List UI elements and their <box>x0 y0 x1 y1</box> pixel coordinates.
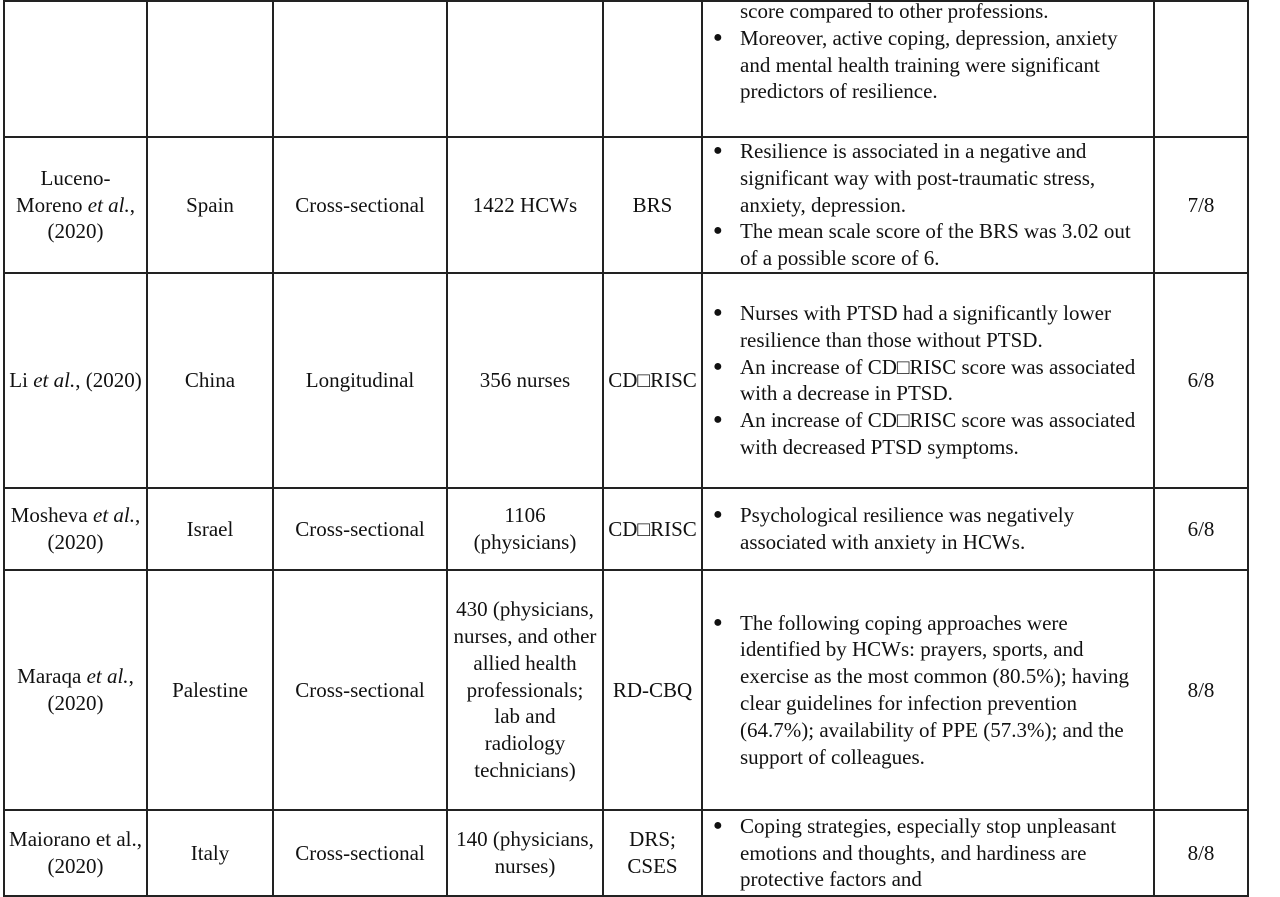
scale-cell-text: BRS <box>632 192 673 217</box>
sample-cell-text: 1422 HCWs <box>472 192 578 217</box>
author-cell <box>4 488 147 570</box>
design-cell-text: Cross-sectional <box>295 516 425 541</box>
design-cell-text: Cross-sectional <box>295 192 425 217</box>
quality-score-cell <box>1154 810 1248 896</box>
author-et-al: et al. <box>93 503 135 528</box>
quality-score-cell <box>1154 273 1248 488</box>
author-citation <box>5 502 146 556</box>
author-et-al: et al. <box>33 368 76 393</box>
sample-cell <box>447 1 603 137</box>
scale-cell-text: DRS; CSES <box>627 827 678 878</box>
studies-table <box>3 0 1249 897</box>
design-cell <box>273 488 447 570</box>
finding-item <box>703 354 1153 408</box>
design-cell <box>273 810 447 896</box>
finding-item <box>703 25 1153 105</box>
country-cell <box>147 810 273 896</box>
quality-score-cell <box>1154 488 1248 570</box>
author-citation <box>5 367 146 394</box>
author-name: Luceno-Moreno <box>16 165 111 217</box>
findings-list <box>703 502 1153 556</box>
author-et-al: et al. <box>87 192 130 217</box>
finding-item <box>703 610 1153 771</box>
quality-score-cell-text: 6/8 <box>1187 516 1215 541</box>
scale-cell <box>603 570 702 810</box>
finding-item <box>703 138 1153 218</box>
table-body <box>4 1 1248 896</box>
country-cell-text: Israel <box>186 516 234 541</box>
author-citation <box>5 165 146 245</box>
bullet-icon: ● <box>713 357 723 375</box>
findings-list <box>703 300 1153 461</box>
bullet-icon: ● <box>713 411 723 429</box>
finding-text: Psychological resilience was negatively associated with anxiety in HCWs. <box>740 503 1075 554</box>
sample-cell-text: 430 (physicians, nurses, and other allied health professionals; lab and radiology technicians) <box>453 597 597 782</box>
scale-cell <box>603 810 702 896</box>
finding-item <box>703 407 1153 461</box>
country-cell <box>147 488 273 570</box>
author-cell <box>4 810 147 896</box>
scale-cell <box>603 1 702 137</box>
table-row <box>4 488 1248 570</box>
sample-cell <box>447 570 603 810</box>
finding-text: Nurses with PTSD had a significantly lower resilience than those without PTSD. <box>740 301 1111 352</box>
design-cell-text: Cross-sectional <box>295 677 425 702</box>
quality-score-cell <box>1154 570 1248 810</box>
quality-score-cell-text: 7/8 <box>1187 192 1215 217</box>
sample-cell <box>447 810 603 896</box>
country-cell <box>147 1 273 137</box>
author-year: , (2020) <box>47 664 134 715</box>
author-name: Maiorano et al., (2020) <box>9 827 142 878</box>
bullet-icon: ● <box>713 142 723 159</box>
bullet-icon: ● <box>713 816 723 834</box>
scale-cell-text: RD-CBQ <box>612 677 693 702</box>
quality-score-cell <box>1154 137 1248 273</box>
finding-text: Coping strategies, especially stop unpleasant emotions and thoughts, and hardiness are protective factors and <box>740 813 1117 892</box>
sample-cell <box>447 488 603 570</box>
sample-cell-text: 356 nurses <box>479 368 571 393</box>
bullet-icon: ● <box>713 222 723 240</box>
findings-cell <box>702 137 1154 273</box>
country-cell-text: Italy <box>190 840 230 865</box>
author-name: Li <box>9 368 28 393</box>
author-year: , (2020) <box>47 503 141 554</box>
quality-score-cell-text: 8/8 <box>1187 840 1215 865</box>
country-cell-text: Spain <box>186 192 234 217</box>
country-cell-text: Palestine <box>172 677 248 702</box>
finding-text: An increase of CD□RISC score was associated with a decrease in PTSD. <box>740 354 1136 406</box>
author-et-al: et al. <box>86 664 129 689</box>
findings-cell <box>702 273 1154 488</box>
findings-cell <box>702 1 1154 137</box>
design-cell-text: Cross-sectional <box>295 840 425 865</box>
country-cell-text: China <box>184 368 236 393</box>
finding-item <box>703 813 1153 893</box>
table-row <box>4 810 1248 896</box>
design-cell-text: Longitudinal <box>305 368 415 393</box>
finding-item <box>703 300 1153 354</box>
bullet-icon: ● <box>713 28 723 46</box>
author-citation <box>5 663 146 717</box>
sample-cell <box>447 137 603 273</box>
author-year: , (2020) <box>47 192 135 244</box>
findings-list <box>703 0 1153 105</box>
scale-cell <box>603 137 702 273</box>
findings-list <box>703 610 1153 771</box>
scale-cell-text: CD□RISC <box>608 516 697 541</box>
finding-text: Moreover, active coping, depression, anxiety and mental health training were significant predictors of resilience. <box>740 25 1118 104</box>
country-cell <box>147 273 273 488</box>
country-cell <box>147 137 273 273</box>
bullet-icon: ● <box>713 613 723 631</box>
finding-item <box>703 0 1153 25</box>
table-row <box>4 137 1248 273</box>
author-name: Mosheva <box>10 503 88 528</box>
design-cell <box>273 1 447 137</box>
quality-score-cell-text: 6/8 <box>1187 368 1215 393</box>
finding-item <box>703 218 1153 272</box>
table-row <box>4 273 1248 488</box>
findings-list <box>703 138 1153 272</box>
finding-text: Resilience is associated in a negative and significant way with post-traumatic stress, anxiety, depression. <box>740 139 1096 217</box>
author-cell <box>4 570 147 810</box>
findings-cell <box>702 810 1154 896</box>
country-cell <box>147 570 273 810</box>
author-cell <box>4 1 147 137</box>
sample-cell-text: 140 (physicians, nurses) <box>456 827 594 878</box>
table-row <box>4 1 1248 137</box>
finding-text: An increase of CD□RISC score was associated with decreased PTSD symptoms. <box>740 408 1136 460</box>
design-cell <box>273 137 447 273</box>
design-cell <box>273 570 447 810</box>
finding-item <box>703 502 1153 556</box>
finding-text: The mean scale score of the BRS was 3.02 out of a possible score of 6. <box>740 219 1131 271</box>
author-cell <box>4 273 147 488</box>
bullet-icon: ● <box>713 304 723 322</box>
author-citation <box>5 826 146 880</box>
scale-cell <box>603 273 702 488</box>
author-year: , (2020) <box>75 368 142 393</box>
design-cell <box>273 273 447 488</box>
findings-cell <box>702 570 1154 810</box>
author-cell <box>4 137 147 273</box>
scale-cell <box>603 488 702 570</box>
table-row <box>4 570 1248 810</box>
finding-text: The following coping approaches were identified by HCWs: prayers, sports, and exercise as the most common (80.5%); having clear guidelines for infection prevention (64.7%); availability of PPE (57.3%); and the support of colleagues. <box>740 610 1129 769</box>
bullet-icon: ● <box>713 506 723 524</box>
sample-cell <box>447 273 603 488</box>
findings-list <box>703 813 1153 893</box>
sample-cell-text: 1106 (physicians) <box>473 503 577 554</box>
quality-score-cell-text: 8/8 <box>1187 677 1215 702</box>
scale-cell-text: CD□RISC <box>608 368 697 393</box>
finding-text: score compared to other professions. <box>740 0 1049 23</box>
author-name: Maraqa <box>17 664 82 689</box>
quality-score-cell <box>1154 1 1248 137</box>
findings-cell <box>702 488 1154 570</box>
